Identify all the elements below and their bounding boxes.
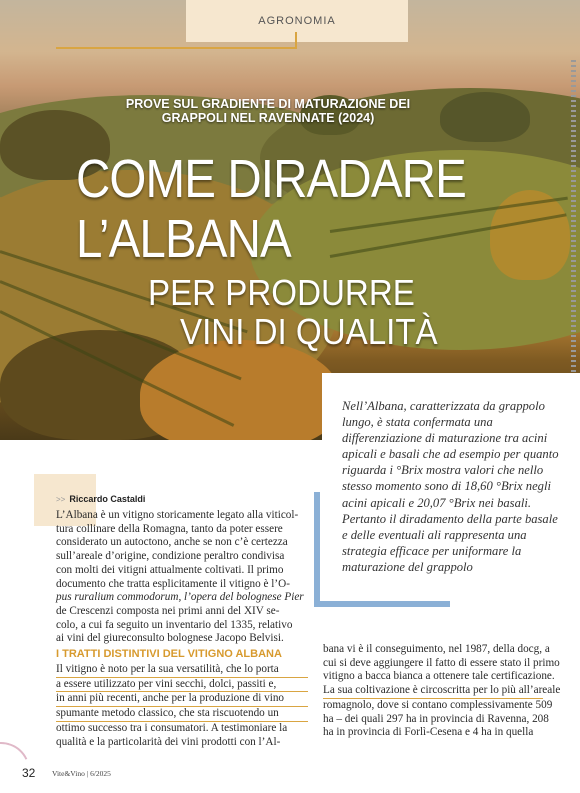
text-line: La sua coltivazione è circoscritta per lo più all’areale — [323, 684, 543, 699]
text-line: romagnolo, dove si contano complessivamente 509 — [323, 698, 553, 711]
headline-line-1: COME DIRADARE — [76, 149, 466, 209]
text-line: sull’areale d’origine, condizione peraltro condivisa — [56, 550, 285, 563]
body-column-2 — [323, 643, 561, 740]
text-line: ha in provincia di Forlì-Cesena e 4 ha in quella — [323, 726, 534, 739]
page-number: 32 — [22, 766, 36, 780]
lead-frame — [314, 601, 450, 607]
text-line: de Crescenzi composta nei primi anni del XIV se- — [56, 604, 280, 617]
accent-rule — [295, 32, 297, 49]
headline-line-2: L’ALBANA — [76, 209, 291, 269]
section-tab — [186, 0, 408, 42]
publication-info: Vite&Vino | 6/2025 — [52, 769, 111, 778]
text-line: colo, a cui fa seguito un inventario del 1335, relativo — [56, 618, 293, 631]
byline — [56, 494, 145, 504]
section-heading: I TRATTI DISTINTIVI DEL VITIGNO ALBANA — [56, 648, 282, 660]
text-line: documento che tratta esplicitamente il vitigno è l’O- — [56, 577, 290, 590]
kicker: PROVE SUL GRADIENTE DI MATURAZIONE DEI GRAPPOLI NEL RAVENNATE (2024) — [125, 97, 411, 125]
text-line: Il vitigno è noto per la sua versatilità, che lo porta — [56, 663, 308, 678]
text-line: a essere utilizzato per vini secchi, dolci, passiti e, — [56, 678, 308, 693]
lead-box — [322, 373, 580, 609]
text-line: ha – dei quali 297 ha in provincia di Ravenna, 208 — [323, 712, 549, 725]
text-line: ottimo successo tra i consumatori. A testimoniare la — [56, 721, 288, 734]
text-line: tura collinare della Romagna, tanto da poter essere — [56, 522, 283, 535]
text-line: spumante metodo classico, che sta riscuotendo un — [56, 707, 308, 722]
text-line: pus ruralium commodorum, l’opera del bolognese Pier — [56, 591, 304, 604]
text-line: vitigno a bacca bianca a ottenere tale certificazione. — [323, 670, 555, 683]
text-line: L’Albana è un vitigno storicamente legato alla viticol- — [56, 509, 299, 521]
text-line: con molti dei vitigni attualmente coltivati. Il primo — [56, 563, 284, 576]
headline-line-3: PER PRODURRE — [148, 272, 415, 313]
text-line: considerato un autoctono, anche se non c’è certezza — [56, 536, 288, 549]
tree — [440, 92, 530, 142]
accent-rule — [56, 47, 297, 49]
author-name: Riccardo Castaldi — [69, 494, 146, 504]
text-line: ai vini del giureconsulto bolognese Jacopo Belvisi. — [56, 632, 284, 645]
headline-line-4: VINI DI QUALITÀ — [180, 311, 438, 352]
text-line: in anni più recenti, anche per la produzione di vino — [56, 692, 308, 707]
section-label: AGRONOMIA — [258, 15, 336, 27]
text-line: cui si deve aggiungere il fatto di essere stato il primo — [323, 656, 560, 669]
body-intro — [56, 509, 308, 646]
byline-arrow: >> — [56, 495, 66, 504]
vines — [140, 340, 340, 440]
text-line: qualità e la particolarità dei vini prodotti con l’Al- — [56, 735, 281, 748]
lead-frame — [314, 492, 320, 604]
body-section — [56, 663, 308, 749]
lead-text: Nell’Albana, caratterizzata da grappolo lungo, è stata confermata una differenziazione di maturazione tra acini apicali e basali che ad esempio per quanto riguarda i °Brix mostra valori che nello stesso momento sono di 18,60 °Brix negli acini apicali e 20,07 °Brix nei basali. Pertanto il diradamento della parte basale e delle eventuali ali rappresenta una strategia efficace per uniformare la maturazione del grappolo — [342, 399, 559, 574]
text-line: bana vi è il conseguimento, nel 1987, della docg, a — [323, 643, 550, 655]
decorative-arc — [0, 734, 38, 793]
